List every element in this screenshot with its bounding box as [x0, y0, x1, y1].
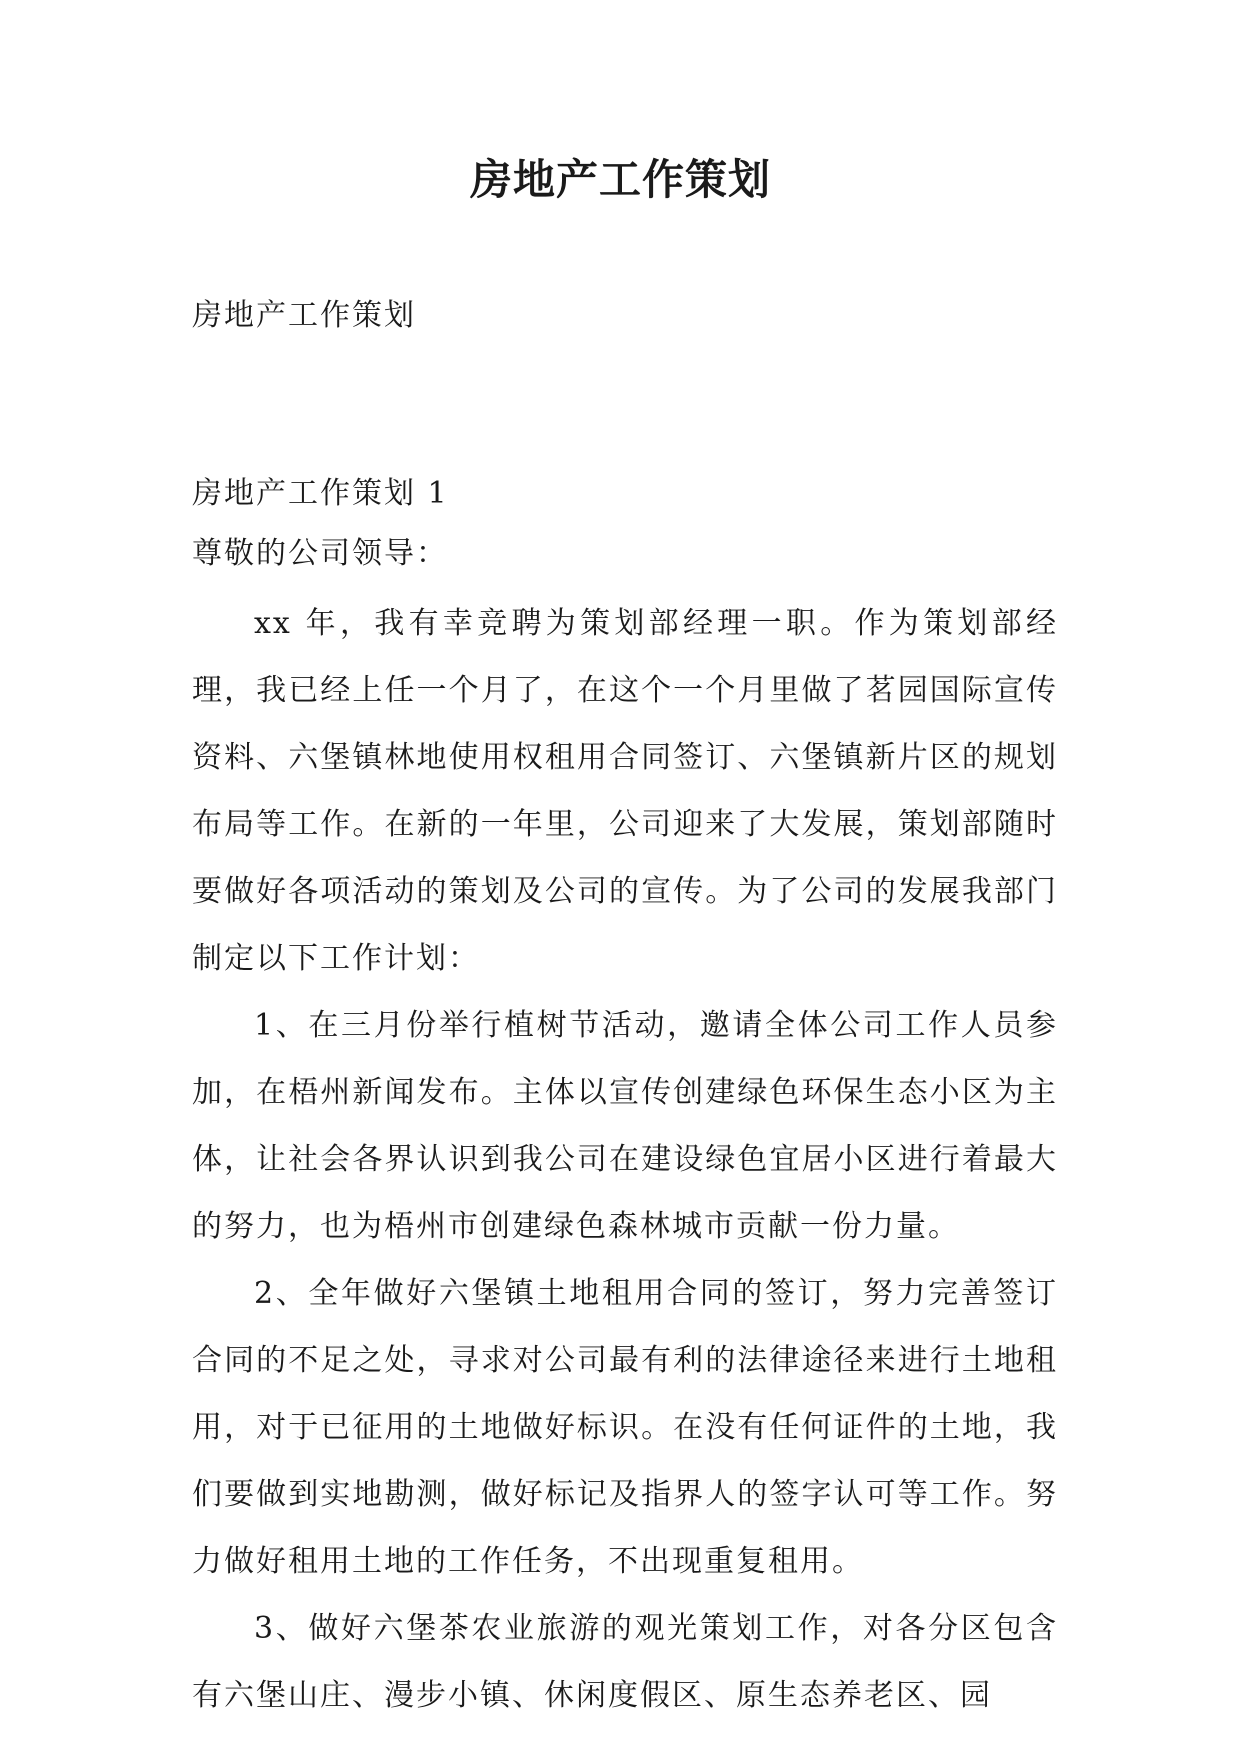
paragraph-intro: xx 年，我有幸竞聘为策划部经理一职。作为策划部经理，我已经上任一个月了，在这个一个月里做了茗园国际宣传资料、六堡镇林地使用权租用合同签订、六堡镇新片区的规划布局等工作。在新的一年里，公司迎来了大发展，策划部随时要做好各项活动的策划及公司的宣传。为了公司的发展我部门制定以下工作计划： — [192, 606, 1058, 976]
document-body — [192, 590, 1058, 1729]
section-heading: 房地产工作策划 1 — [192, 476, 449, 511]
paragraph-item-3: 3、做好六堡茶农业旅游的观光策划工作，对各分区包含有六堡山庄、漫步小镇、休闲度假区、原生态养老区、园 — [192, 1611, 1058, 1713]
document-subtitle: 房地产工作策划 — [192, 298, 416, 333]
salutation: 尊敬的公司领导： — [192, 536, 448, 571]
document-title: 房地产工作策划 — [469, 155, 771, 204]
paragraph-item-2: 2、全年做好六堡镇土地租用合同的签订，努力完善签订合同的不足之处，寻求对公司最有利的法律途径来进行土地租用，对于已征用的土地做好标识。在没有任何证件的土地，我们要做到实地勘测，做好标记及指界人的签字认可等工作。努力做好租用土地的工作任务，不出现重复租用。 — [192, 1276, 1058, 1579]
paragraph-item-1: 1、在三月份举行植树节活动，邀请全体公司工作人员参加，在梧州新闻发布。主体以宣传创建绿色环保生态小区为主体，让社会各界认识到我公司在建设绿色宜居小区进行着最大的努力，也为梧州市创建绿色森林城市贡献一份力量。 — [192, 1008, 1058, 1244]
